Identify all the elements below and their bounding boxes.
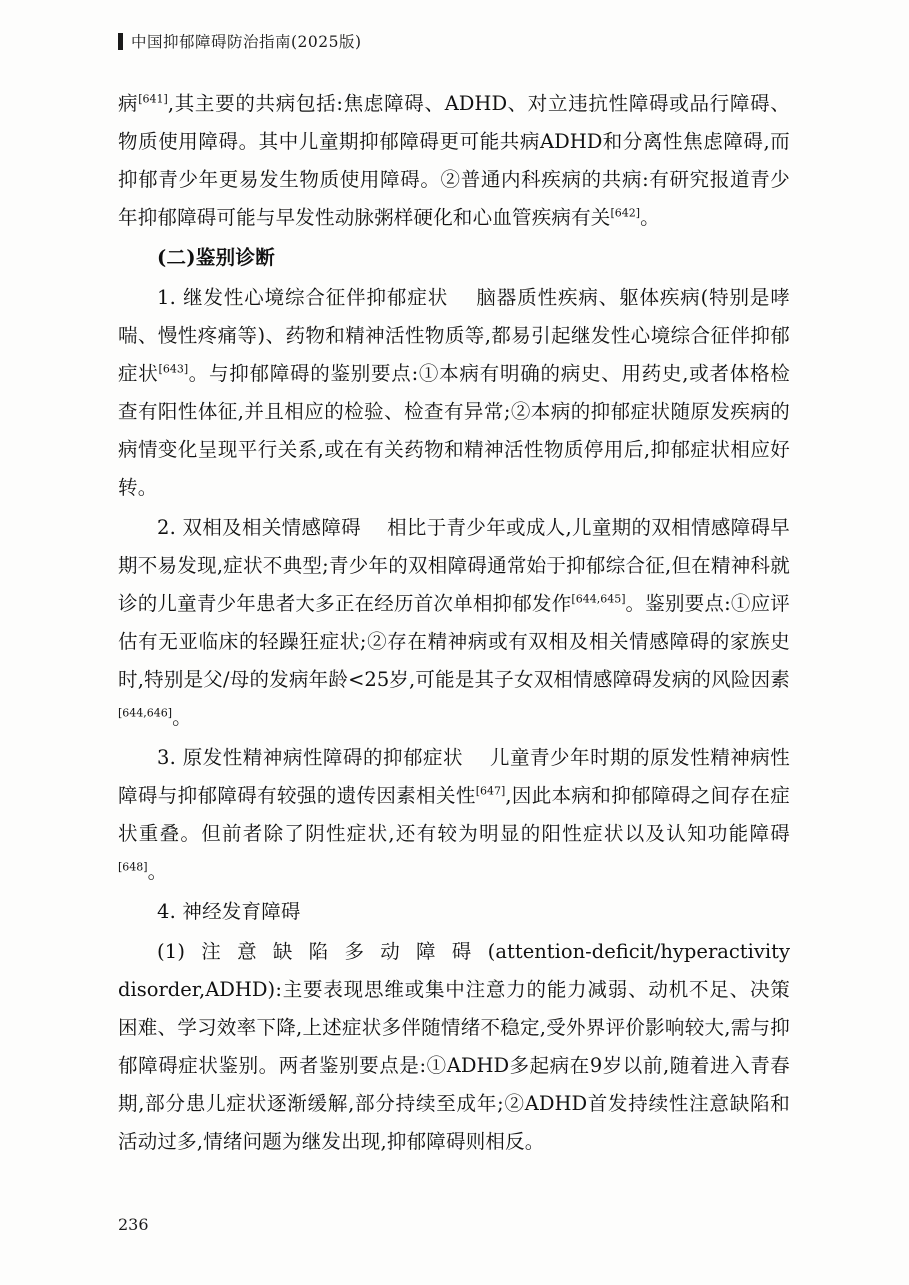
running-title: 中国抑郁障碍防治指南(2025版) bbox=[131, 33, 362, 51]
section-heading-differential-diagnosis: (二)鉴别诊断 bbox=[157, 246, 276, 269]
paragraph-primary-psychotic-disorder: 3. 原发性精神病性障碍的抑郁症状 儿童青少年时期的原发性精神病性障碍与抑郁障碍有较强的遗传因素相关性[647],因此本病和抑郁障碍之间存在症状重叠。但前者除了阴性症状,还有较为明显的阳性症状以及认知功能障碍[648]。 bbox=[118, 746, 790, 883]
page-header bbox=[118, 30, 362, 52]
page-body bbox=[118, 85, 790, 1161]
paragraph-comorbidity: 病[641],其主要的共病包括:焦虑障碍、ADHD、对立违抗性障碍或品行障碍、物质使用障碍。其中儿童期抑郁障碍更可能共病ADHD和分离性焦虑障碍,而抑郁青少年更易发生物质使用障碍。②普通内科疾病的共病:有研究报道青少年抑郁障碍可能与早发性动脉粥样硬化和心血管疾病有关[642]。 bbox=[118, 92, 791, 229]
paragraph-secondary-mood-syndrome: 1. 继发性心境综合征伴抑郁症状 脑器质性疾病、躯体疾病(特别是哮喘、慢性疼痛等)、药物和精神活性物质等,都易引起继发性心境综合征伴抑郁症状[643]。与抑郁障碍的鉴别要点:①本病有明确的病史、用药史,或者体格检查有阳性体征,并且相应的检验、检查有异常;②本病的抑郁症状随原发疾病的病情变化呈现平行关系,或在有关药物和精神活性物质停用后,抑郁症状相应好转。 bbox=[118, 286, 791, 499]
paragraph-adhd: (1)注意缺陷多动障碍(attention-deficit/hyperactivity disorder,ADHD):主要表现思维或集中注意力的能力减弱、动机不足、决策困难、学习效率下降,上述症状多伴随情绪不稳定,受外界评价影响较大,需与抑郁障碍症状鉴别。两者鉴别要点是:①ADHD多起病在9岁以前,随着进入青春期,部分患儿症状逐渐缓解,部分持续至成年;②ADHD首发持续性注意缺陷和活动过多,情绪问题为继发出现,抑郁障碍则相反。 bbox=[118, 940, 790, 1153]
paragraph-bipolar-related-disorders: 2. 双相及相关情感障碍 相比于青少年或成人,儿童期的双相情感障碍早期不易发现,症状不典型;青少年的双相障碍通常始于抑郁综合征,但在精神科就诊的儿童青少年患者大多正在经历首次单相抑郁发作[644,645]。鉴别要点:①应评估有无亚临床的轻躁狂症状;②存在精神病或有双相及相关情感障碍的家族史时,特别是父/母的发病年龄<25岁,可能是其子女双相情感障碍发病的风险因素[644,646]。 bbox=[118, 516, 790, 729]
page-number: 236 bbox=[118, 1215, 149, 1234]
paragraph-neurodevelopmental-disorders: 4. 神经发育障碍 bbox=[157, 900, 301, 923]
header-marker-icon bbox=[118, 33, 123, 50]
